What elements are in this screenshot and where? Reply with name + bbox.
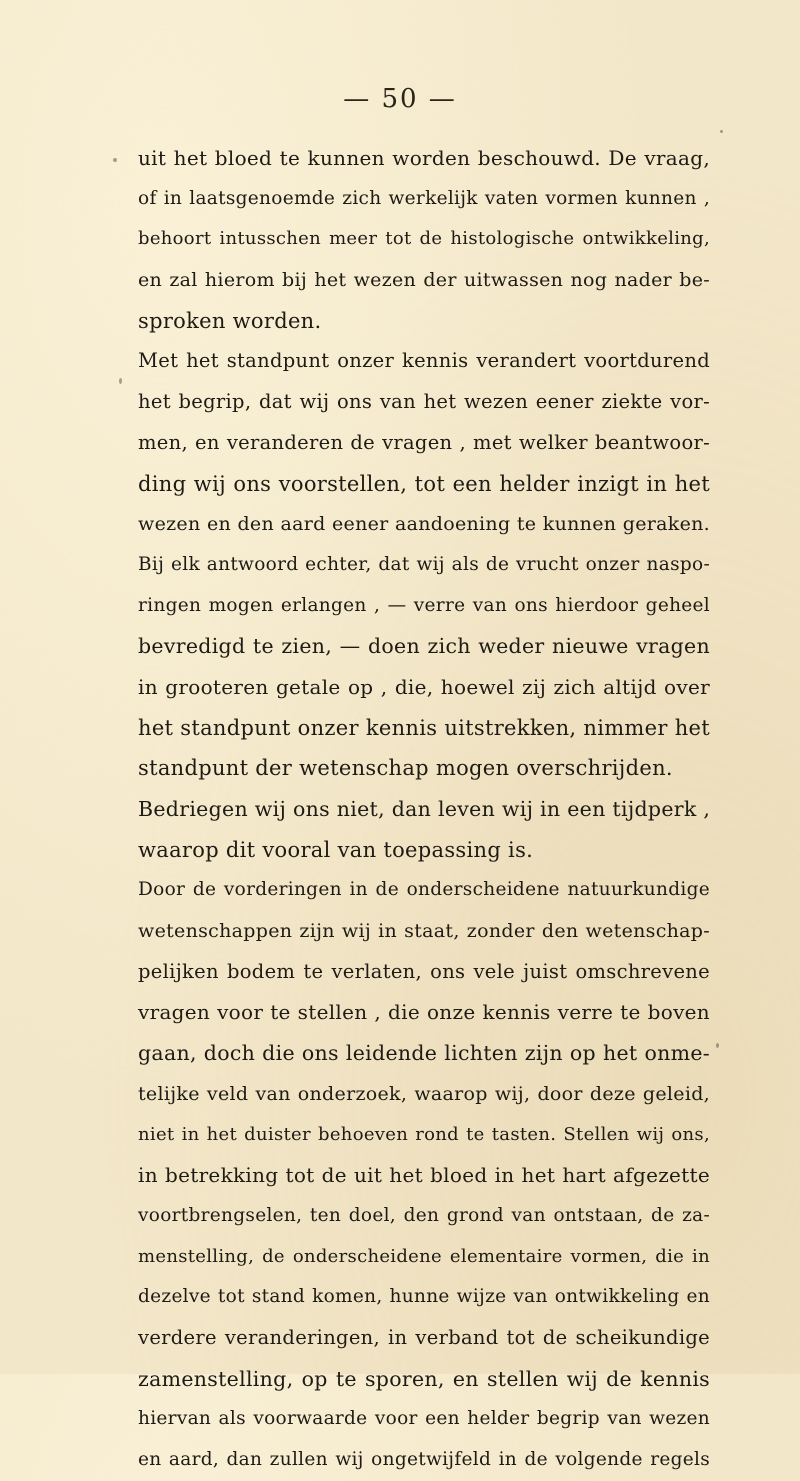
- text-line: zamenstelling, op te sporen, en stellen wij de kennis: [138, 1366, 710, 1391]
- text-line: of in laatsgenoemde zich werkelijk vaten vormen kunnen ,: [138, 187, 710, 209]
- text-line: uit het bloed te kunnen worden beschouwd. De vraag,: [138, 146, 710, 170]
- text-line: waarop dit vooral van toepassing is.: [138, 837, 534, 862]
- text-line: pelijken bodem te verlaten, ons vele juist omschrevene: [138, 959, 710, 983]
- text-line: hiervan als voorwaarde voor een helder begrip van wezen: [138, 1408, 710, 1430]
- text-line: behoort intusschen meer tot de histologische ontwikkeling,: [138, 228, 710, 250]
- text-line: bevredigd te zien, — doen zich weder nieuwe vragen: [138, 634, 710, 659]
- text-line: het standpunt onzer kennis uitstrekken, nimmer het: [138, 715, 710, 740]
- paper-speck: [119, 378, 122, 384]
- text-line: het begrip, dat wij ons van het wezen eener ziekte vor-: [138, 390, 710, 414]
- text-line: menstelling, de onderscheidene elementaire vormen, die in: [138, 1245, 710, 1267]
- text-line: wetenschappen zijn wij in staat, zonder den wetenschap-: [138, 920, 710, 943]
- text-line: Bij elk antwoord echter, dat wij als de vrucht onzer naspo-: [138, 553, 710, 575]
- text-line: Bedriegen wij ons niet, dan leven wij in een tijdperk ,: [138, 797, 711, 821]
- text-line: Door de vorderingen in de onderscheidene natuurkundige: [138, 879, 710, 901]
- text-line: in grooteren getale op , die, hoewel zij zich altijd over: [138, 674, 710, 699]
- text-line: en aard, dan zullen wij ongetwijfeld in de volgende regels: [138, 1449, 710, 1470]
- text-line: sproken worden.: [138, 308, 322, 333]
- text-line: en zal hierom bij het wezen der uitwassen nog nader be-: [138, 269, 710, 292]
- text-line: voortbrengselen, ten doel, den grond van ontstaan, de za-: [138, 1204, 710, 1226]
- text-line: ding wij ons voorstellen, tot een helder inzigt in het: [138, 471, 710, 496]
- text-line: wezen en den aard eener aandoening te kunnen geraken.: [138, 513, 710, 536]
- paper-speck: [716, 1043, 719, 1048]
- body-text: [138, 138, 710, 1481]
- text-line: telijke veld van onderzoek, waarop wij, door deze geleid,: [138, 1082, 710, 1105]
- text-line: standpunt der wetenschap mogen overschrijden.: [138, 756, 673, 781]
- text-line: ringen mogen erlangen , — verre van ons hierdoor geheel: [138, 594, 710, 616]
- text-line: vragen voor te stellen , die onze kennis verre te boven: [138, 1000, 710, 1025]
- text-line: Met het standpunt onzer kennis verandert voortdurend: [138, 349, 710, 373]
- page-number: — 50 —: [343, 84, 457, 114]
- text-line: in betrekking tot de uit het bloed in het hart afgezette: [138, 1163, 710, 1188]
- text-line: dezelve tot stand komen, hunne wijze van ontwikkeling en: [138, 1286, 710, 1308]
- paper-speck: [113, 158, 117, 162]
- paper-speck: [720, 130, 723, 133]
- text-line: niet in het duister behoeven rond te tasten. Stellen wij ons,: [138, 1123, 710, 1145]
- text-line: men, en veranderen de vragen , met welker beantwoor-: [138, 430, 710, 454]
- text-line: gaan, doch die ons leidende lichten zijn op het onme-: [138, 1041, 710, 1066]
- text-line: verdere veranderingen, in verband tot de scheikundige: [138, 1325, 710, 1349]
